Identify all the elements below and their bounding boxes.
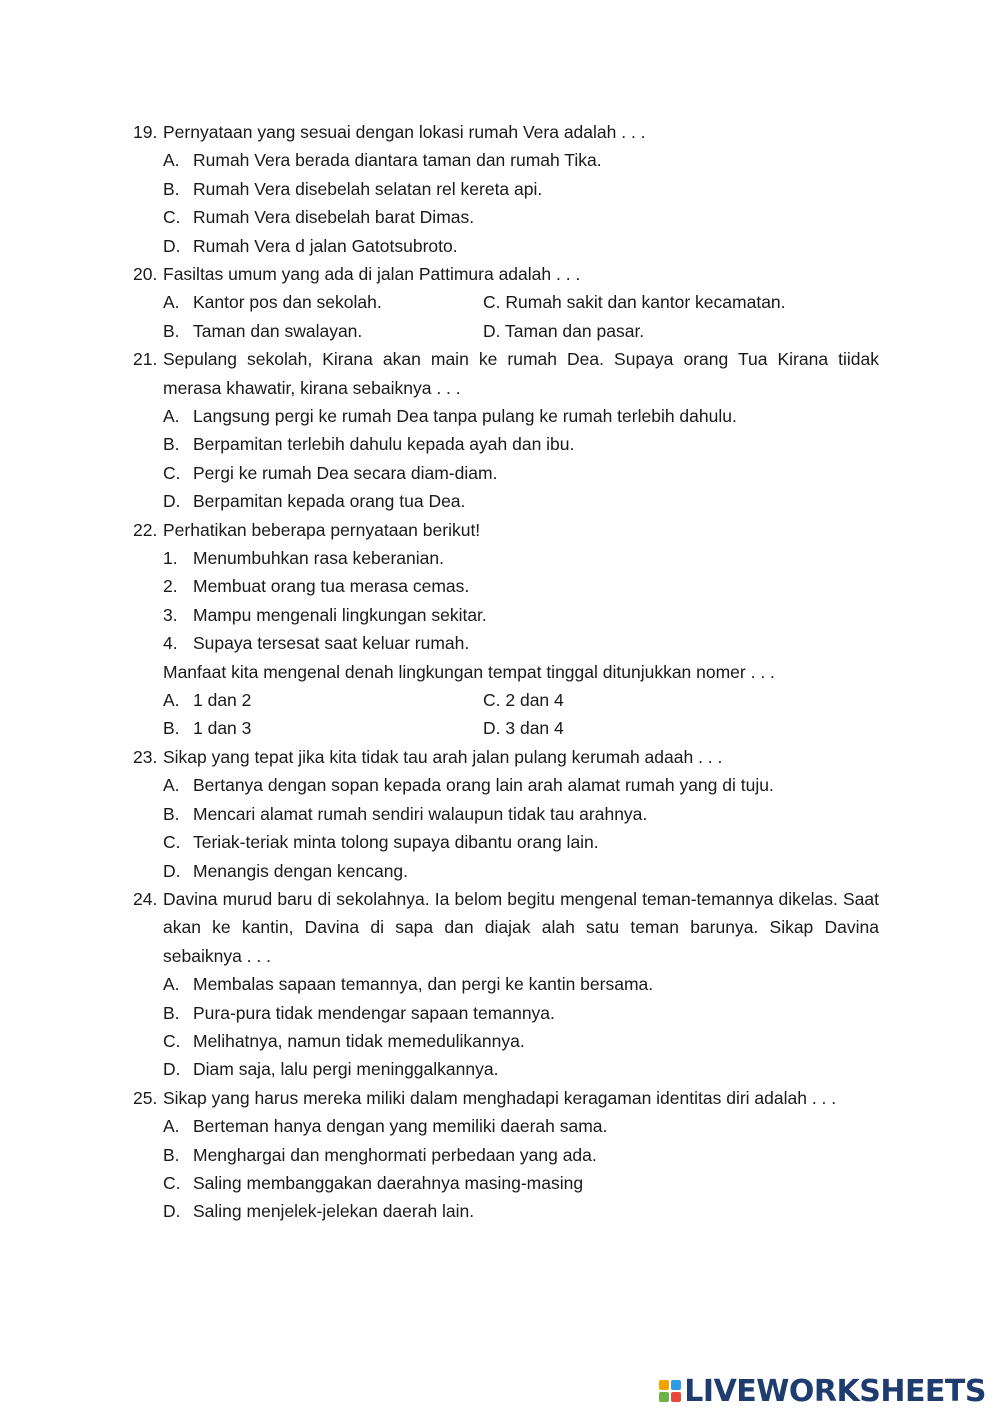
option-letter: D. (163, 491, 181, 512)
question-21 (133, 345, 879, 515)
statement-text: Supaya tersesat saat keluar rumah. (193, 633, 470, 654)
option-letter: D. (163, 860, 181, 881)
option-text: Rumah Vera disebelah selatan rel kereta api. (193, 178, 543, 199)
option-letter: A. (163, 292, 180, 313)
question-number: 19. (133, 122, 158, 142)
option-d[interactable] (163, 857, 879, 885)
option-letter: B. (163, 434, 180, 455)
option-letter: C. (163, 207, 181, 228)
question-number: 23. (133, 746, 158, 767)
option-c[interactable] (163, 828, 879, 856)
option-text: 1 dan 2 (193, 690, 252, 711)
question-text: Sepulang sekolah, Kirana akan main ke rumah Dea. Supaya orang Tua Kirana tiidak merasa khawatir, kirana sebaiknya . . . (163, 349, 879, 398)
statement-item (163, 629, 879, 657)
statement-number: 3. (163, 604, 178, 625)
option-text: Langsung pergi ke rumah Dea tanpa pulang ke rumah terlebih dahulu. (193, 406, 737, 427)
option-letter: C. (163, 1172, 181, 1193)
liveworksheets-logo-icon (659, 1380, 681, 1402)
option-letter: D. (163, 235, 181, 256)
option-text: 3 dan 4 (505, 718, 564, 739)
option-c[interactable] (163, 203, 879, 231)
option-c[interactable] (163, 1027, 879, 1055)
option-letter: A. (163, 406, 180, 427)
option-text: Pura-pura tidak mendengar sapaan temannya. (193, 1002, 555, 1023)
option-a[interactable] (163, 686, 251, 714)
option-row (163, 317, 879, 345)
statement-number: 2. (163, 576, 178, 597)
logo-text: LIVEWORKSHEETS (684, 1373, 986, 1409)
option-letter: B. (163, 1144, 180, 1165)
option-letter: C. (163, 832, 181, 853)
option-letter: D. (483, 320, 501, 341)
option-letter: B. (163, 718, 180, 739)
option-a[interactable] (163, 771, 879, 799)
option-text: Menghargai dan menghormati perbedaan yang ada. (193, 1144, 597, 1165)
option-a[interactable] (163, 970, 879, 998)
option-text: 1 dan 3 (193, 718, 252, 739)
option-d[interactable] (163, 1055, 879, 1083)
option-b[interactable] (163, 800, 879, 828)
logo-mark-square (659, 1392, 669, 1402)
option-c[interactable] (483, 686, 564, 714)
option-c[interactable] (483, 288, 786, 316)
option-letter: D. (163, 1201, 181, 1222)
option-a[interactable] (163, 402, 879, 430)
statement-number: 4. (163, 633, 178, 654)
question-text: Pernyataan yang sesuai dengan lokasi rumah Vera adalah . . . (163, 122, 646, 142)
question-number: 20. (133, 264, 158, 285)
question-20 (133, 260, 879, 345)
option-letter: D. (163, 1059, 181, 1080)
option-text: Saling membanggakan daerahnya masing-masing (193, 1172, 584, 1193)
question-text: Perhatikan beberapa pernyataan berikut! (163, 519, 481, 540)
option-d[interactable] (163, 487, 879, 515)
option-letter: C. (163, 462, 181, 483)
option-letter: C. (483, 690, 501, 711)
option-letter: B. (163, 178, 180, 199)
option-b[interactable] (163, 175, 879, 203)
option-b[interactable] (163, 317, 362, 345)
option-text: Pergi ke rumah Dea secara diam-diam. (193, 462, 498, 483)
option-text: Menangis dengan kencang. (193, 860, 409, 881)
option-letter: B. (163, 803, 180, 824)
option-a[interactable] (163, 1112, 879, 1140)
option-c[interactable] (163, 1169, 879, 1197)
liveworksheets-logo[interactable] (659, 1374, 986, 1408)
option-letter: C. (483, 292, 501, 313)
logo-mark-square (659, 1380, 669, 1390)
option-text: Berpamitan kepada orang tua Dea. (193, 491, 466, 512)
option-letter: B. (163, 1002, 180, 1023)
option-b[interactable] (163, 430, 879, 458)
statement-number: 1. (163, 548, 178, 569)
option-d[interactable] (163, 232, 879, 260)
statement-text: Membuat orang tua merasa cemas. (193, 576, 470, 597)
option-text: Rumah Vera disebelah barat Dimas. (193, 207, 475, 228)
option-letter: A. (163, 690, 180, 711)
question-text: Fasiltas umum yang ada di jalan Pattimura adalah . . . (163, 264, 581, 285)
option-text: Berteman hanya dengan yang memiliki daerah sama. (193, 1116, 608, 1137)
question-19 (133, 118, 879, 260)
option-text: Membalas sapaan temannya, dan pergi ke kantin bersama. (193, 974, 654, 995)
option-row (163, 288, 879, 316)
question-number: 24. (133, 888, 158, 909)
question-text: Sikap yang tepat jika kita tidak tau arah jalan pulang kerumah adaah . . . (163, 746, 723, 767)
option-text: Berpamitan terlebih dahulu kepada ayah dan ibu. (193, 434, 575, 455)
statement-item (163, 601, 879, 629)
option-text: Taman dan swalayan. (193, 320, 363, 341)
question-number: 21. (133, 349, 158, 370)
question-list (133, 118, 879, 1226)
question-number: 25. (133, 1087, 158, 1108)
option-letter: A. (163, 1116, 180, 1137)
option-text: Rumah sakit dan kantor kecamatan. (505, 292, 786, 313)
question-text: Davina murud baru di sekolahnya. Ia belom begitu mengenal teman-temannya dikelas. Saat akan ke kantin, Davina di sapa dan diajak alah satu teman barunya. Sikap Davina sebaiknya . . . (163, 888, 879, 966)
option-text: Rumah Vera berada diantara taman dan rumah Tika. (193, 150, 602, 171)
option-b[interactable] (163, 999, 879, 1027)
option-letter: A. (163, 150, 180, 171)
option-text: Kantor pos dan sekolah. (193, 292, 382, 313)
option-letter: A. (163, 974, 180, 995)
option-text: Bertanya dengan sopan kepada orang lain arah alamat rumah yang di tuju. (193, 775, 774, 796)
logo-mark-square (671, 1380, 681, 1390)
statement-text: Mampu mengenali lingkungan sekitar. (193, 604, 487, 625)
option-text: Rumah Vera d jalan Gatotsubroto. (193, 235, 458, 256)
option-letter: C. (163, 1030, 181, 1051)
option-letter: B. (163, 320, 180, 341)
option-a[interactable] (163, 288, 382, 316)
option-text: Melihatnya, namun tidak memedulikannya. (193, 1030, 525, 1051)
question-25 (133, 1084, 879, 1226)
option-b[interactable] (163, 714, 251, 742)
statement-item (163, 544, 879, 572)
statement-text: Menumbuhkan rasa keberanian. (193, 548, 444, 569)
option-text: Diam saja, lalu pergi meninggalkannya. (193, 1059, 499, 1080)
option-text: Saling menjelek-jelekan daerah lain. (193, 1201, 475, 1222)
option-d[interactable] (483, 317, 644, 345)
question-23 (133, 743, 879, 885)
statement-item (163, 572, 879, 600)
question-number: 22. (133, 519, 158, 540)
option-row (163, 686, 879, 714)
option-letter: D. (483, 718, 501, 739)
option-text: Taman dan pasar. (505, 320, 645, 341)
question-text: Sikap yang harus mereka miliki dalam menghadapi keragaman identitas diri adalah . . . (163, 1087, 837, 1108)
question-prompt: Manfaat kita mengenal denah lingkungan tempat tinggal ditunjukkan nomer . . . (163, 661, 775, 682)
option-row (163, 714, 879, 742)
option-d[interactable] (163, 1197, 879, 1225)
option-text: Mencari alamat rumah sendiri walaupun tidak tau arahnya. (193, 803, 648, 824)
option-text: Teriak-teriak minta tolong supaya dibantu orang lain. (193, 832, 599, 853)
question-22 (133, 516, 879, 743)
option-c[interactable] (163, 459, 879, 487)
option-a[interactable] (163, 146, 879, 174)
logo-mark-square (671, 1392, 681, 1402)
question-24 (133, 885, 879, 1084)
option-d[interactable] (483, 714, 564, 742)
option-letter: A. (163, 775, 180, 796)
option-b[interactable] (163, 1141, 879, 1169)
option-text: 2 dan 4 (505, 690, 564, 711)
